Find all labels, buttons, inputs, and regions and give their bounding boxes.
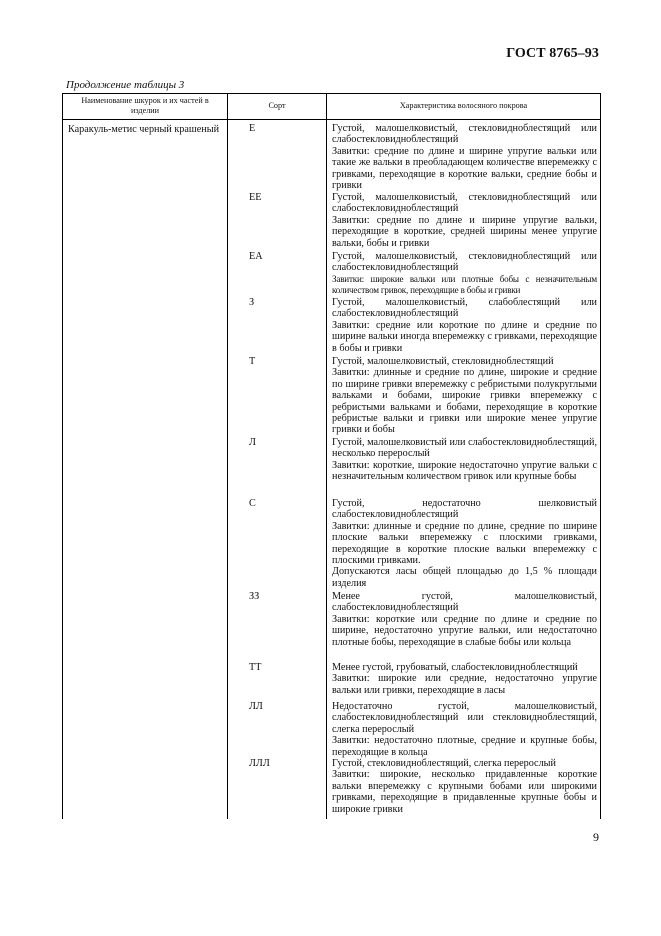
column-divider-2	[326, 93, 327, 819]
column-divider-1	[227, 93, 228, 819]
grade-cell: С	[249, 498, 256, 509]
table-continuation-label: Продолжение таблицы 3	[66, 79, 185, 91]
hair-description: Густой, стекловидноблестящий, слегка перерослый	[332, 758, 556, 769]
curl-description: Завитки: средние по длине и ширине упругие вальки, переходящие в короткие, средней ширины менее упругие вальки, бобы и гривки	[332, 214, 597, 249]
curl-description: Завитки: средние по длине и ширине упругие вальки или такие же вальки в преобладающем количестве вперемежку с гривками, переходящие в короткие вальки, средние бобы и гривки	[332, 145, 597, 192]
hair-description: Густой, малошелковистый или слабостекловидноблестящий, несколько перерослый	[332, 437, 597, 460]
header-grade: Сорт	[268, 101, 286, 110]
standard-number: ГОСТ 8765–93	[506, 46, 599, 61]
characteristics-cell	[332, 297, 597, 354]
curl-description: Завитки: короткие или средние по длине и средние по ширине, недостаточно упругие вальки, или недостаточно плотные бобы, переходящие в слабые бобы или кольца	[332, 613, 597, 648]
characteristics-cell	[332, 701, 597, 758]
grade-cell: Л	[249, 437, 256, 448]
characteristics-cell	[332, 662, 597, 696]
characteristics-cell	[332, 192, 597, 249]
hair-description: Густой, малошелковистый, слабоблестящий или слабостекловидноблестящий	[332, 297, 597, 320]
grade-cell: Т	[249, 356, 256, 367]
curl-description: Завитки: широкие или средние, недостаточно упругие вальки или гривки, переходящие в ласы	[332, 673, 597, 696]
characteristics-cell	[332, 758, 597, 815]
curl-description: Завитки: широкие, несколько придавленные короткие вальки вперемежку с крупными бобами или широкими гривками, переходящие в придавленные крупные бобы и широкие гривки	[332, 769, 597, 815]
hair-description: Густой, малошелковистый, стекловидноблестящий	[332, 356, 554, 367]
characteristics-cell	[332, 251, 597, 297]
page-number: 9	[593, 830, 599, 844]
hair-description: Густой, малошелковистый, стекловидноблестящий или слабостекловидноблестящий	[332, 123, 597, 146]
hair-description: Недостаточно густой, малошелковистый, слабостекловидноблестящий или стекловидноблестящий, слегка перерослый	[332, 701, 597, 735]
hair-description: Менее густой, грубоватый, слабостекловидноблестящий	[332, 662, 578, 673]
table-header-separator	[62, 119, 600, 120]
characteristics-cell	[332, 591, 597, 648]
hair-description: Густой, малошелковистый, стекловидноблестящий или слабостекловидноблестящий	[332, 192, 597, 215]
header-characteristics: Характеристика волосяного покрова	[399, 101, 528, 110]
grade-cell: ЛЛ	[249, 701, 263, 712]
fur-name-cell: Каракуль-метис черный крашеный	[68, 124, 220, 135]
grades-table	[62, 93, 600, 819]
table-left-border	[62, 93, 63, 819]
header-fur-name: Наименование шкурок и их частей в изделии	[81, 96, 209, 115]
grade-cell: ЕА	[249, 251, 263, 262]
grade-cell: ЗЗ	[249, 591, 260, 602]
grade-cell: ЛЛЛ	[249, 758, 270, 769]
grade-cell: З	[249, 297, 255, 308]
characteristics-cell	[332, 498, 597, 589]
hair-description: Густой, недостаточно шелковистый слабостекловидноблестящий	[332, 498, 597, 521]
defect-allowance-note: Допускаются ласы общей площадью до 1,5 % площади изделия	[332, 566, 597, 589]
curl-description: Завитки: короткие, широкие недостаточно упругие вальки с незначительным количеством гривок или крупные бобы	[332, 459, 597, 483]
grade-cell: ТТ	[249, 662, 262, 673]
curl-description: Завитки: средние или короткие по длине и средние по ширине вальки иногда вперемежку с гривками, переходящие в бобы и гривки	[332, 319, 597, 354]
table-right-border	[600, 93, 601, 819]
curl-description: Завитки: недостаточно плотные, средние и крупные бобы, переходящие в кольца	[332, 735, 597, 758]
grade-cell: Е	[249, 123, 256, 134]
hair-description: Менее густой, малошелковистый, слабостекловидноблестящий	[332, 591, 597, 614]
curl-description: Завитки: длинные и средние по длине, широкие и средние по ширине гривки вперемежку с ребристыми полукруглыми вальками и бобами, широкие гривки вперемежку с ребристыми вальками и бобами, переходящие в короткие ребристые вальки и гривки или широкие менее упругие гривки и бобы	[332, 367, 597, 436]
grade-cell: ЕЕ	[249, 192, 262, 203]
characteristics-cell	[332, 356, 597, 436]
curl-description: Завитки: широкие вальки или плотные бобы с незначительным количеством гривок, переходящие в бобы и гривки	[332, 273, 597, 296]
hair-description: Густой, малошелковистый, стекловидноблестящий или слабостекловидноблестящий	[332, 251, 597, 274]
curl-description: Завитки: длинные и средние по длине, средние по ширине плоские вальки вперемежку с плоскими гривками, переходящие в короткие плоские вальки вперемежку с плоскими гривками.	[332, 520, 597, 567]
characteristics-cell	[332, 437, 597, 483]
characteristics-cell	[332, 123, 597, 191]
